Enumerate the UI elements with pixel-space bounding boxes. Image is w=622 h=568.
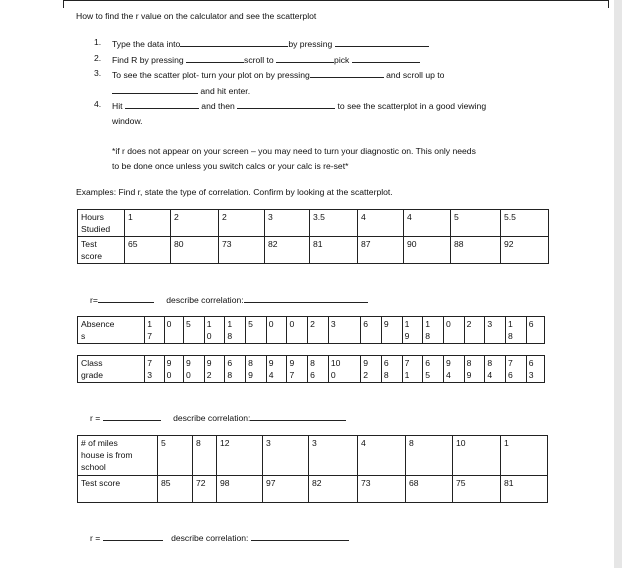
table-cell: 3: [263, 436, 309, 476]
table-cell: 1 0: [204, 317, 225, 344]
table-cell: 8 6: [308, 356, 329, 383]
table-cell: 1: [501, 436, 548, 476]
step-4-blank-1[interactable]: [125, 99, 199, 109]
table-cell: 10: [453, 436, 501, 476]
table-cell: 1: [125, 210, 171, 237]
step-4-continued: window.: [112, 116, 143, 126]
answer-1-line: [90, 293, 368, 305]
table-cell: 2: [308, 317, 329, 344]
step-1-part-a: Type the data into: [112, 39, 181, 49]
table-row: [78, 476, 548, 503]
table-cell: 8 4: [485, 356, 506, 383]
row-label-class-grade: Class grade: [78, 356, 145, 383]
table-cell: 0: [443, 317, 464, 344]
row-label-test-score: Test score: [78, 476, 158, 503]
table-cell: 4: [358, 210, 404, 237]
step-2-part-a: Find R by pressing: [112, 55, 184, 65]
r-label: r =: [90, 533, 101, 543]
diagnostic-note-line-1: *if r does not appear on your screen – you may need to turn your diagnostic on. This only needs: [112, 146, 476, 156]
table-cell: 65: [125, 237, 171, 264]
table-cell: 9 0: [164, 356, 183, 383]
table-cell: 87: [358, 237, 404, 264]
step-3-text: [112, 68, 444, 80]
page-top-rule: [63, 0, 609, 1]
table-cell: 82: [309, 476, 358, 503]
viewer-right-edge: [614, 0, 622, 568]
table-cell: 81: [310, 237, 358, 264]
table-cell: 85: [158, 476, 193, 503]
describe-correlation-label: describe correlation:: [166, 295, 244, 305]
table-cell: 9 0: [184, 356, 205, 383]
step-1-part-b: by pressing: [288, 39, 333, 49]
table-cell: 8 9: [464, 356, 485, 383]
row-label-test-score: Test score: [78, 237, 125, 264]
r-label: r =: [90, 413, 101, 423]
r-label: r=: [90, 295, 98, 305]
table-cell: 1 8: [506, 317, 527, 344]
table-cell: 75: [453, 476, 501, 503]
page-top-rule-right: [608, 0, 609, 8]
row-label-miles-from-school: # of miles house is from school: [78, 436, 158, 476]
table-cell: 1 8: [225, 317, 246, 344]
table-cell: 5: [246, 317, 267, 344]
answer-2-line: [90, 411, 346, 423]
table-cell: 3.5: [310, 210, 358, 237]
row-label-hours-studied: Hours Studied: [78, 210, 125, 237]
step-3-part-c: and hit enter.: [200, 86, 251, 96]
examples-instructions: Examples: Find r, state the type of correlation. Confirm by looking at the scatterplot.: [76, 187, 393, 197]
step-4-part-a: Hit: [112, 101, 123, 111]
table-row: [78, 317, 545, 344]
row-label-absences: Absence s: [78, 317, 145, 344]
step-4-part-c: to see the scatterplot in a good viewing: [337, 101, 487, 111]
table-cell: 10 0: [328, 356, 360, 383]
table-cell: 5.5: [501, 210, 549, 237]
table-cell: 2: [171, 210, 219, 237]
step-2-text: [112, 53, 420, 65]
step-4-number: 4.: [94, 99, 102, 109]
table-cell: 2: [219, 210, 265, 237]
step-2-part-b: scroll to: [244, 55, 274, 65]
table-cell: 73: [219, 237, 265, 264]
table-cell: 0: [164, 317, 183, 344]
table-cell: 9: [381, 317, 402, 344]
correlation-blank[interactable]: [250, 411, 346, 421]
correlation-blank[interactable]: [244, 293, 368, 303]
page-heading: How to find the r value on the calculator and see the scatterplot: [76, 11, 317, 21]
table-cell: 9 7: [287, 356, 308, 383]
table-cell: 72: [193, 476, 217, 503]
table-cell: 1 9: [402, 317, 423, 344]
table-cell: 9 4: [266, 356, 287, 383]
step-3-part-a: To see the scatter plot- turn your plot on by pressing: [112, 70, 310, 80]
absences-table: [77, 316, 545, 383]
table-cell: 5: [451, 210, 501, 237]
table-cell: 6 8: [381, 356, 402, 383]
step-1-text: [112, 37, 429, 49]
table-spacer-row: [78, 344, 545, 356]
r-value-blank[interactable]: [103, 411, 161, 421]
miles-from-school-table: [77, 435, 548, 503]
table-cell: 9 4: [443, 356, 464, 383]
step-2-blank-1[interactable]: [186, 53, 244, 63]
table-cell: 3: [265, 210, 310, 237]
table-cell: 6 3: [526, 356, 544, 383]
step-2-blank-2[interactable]: [276, 53, 334, 63]
table-cell: 3: [309, 436, 358, 476]
correlation-blank[interactable]: [251, 531, 349, 541]
describe-correlation-label: describe correlation:: [173, 413, 251, 423]
r-value-blank[interactable]: [98, 293, 154, 303]
table-cell: 6: [526, 317, 544, 344]
page-top-rule-left: [63, 0, 64, 8]
step-3-continued: [112, 84, 250, 96]
table-row: [78, 356, 545, 383]
table-cell: 88: [451, 237, 501, 264]
hours-studied-table: [77, 209, 549, 264]
describe-correlation-label: describe correlation:: [171, 533, 249, 543]
table-cell: 81: [501, 476, 548, 503]
table-gap: [78, 344, 545, 356]
step-3-blank-2[interactable]: [112, 84, 198, 94]
step-3-part-b: and scroll up to: [386, 70, 445, 80]
table-cell: 98: [217, 476, 263, 503]
table-cell: 9 2: [204, 356, 225, 383]
table-cell: 73: [358, 476, 406, 503]
step-2-part-c: pick: [334, 55, 350, 65]
table-cell: 7 3: [145, 356, 164, 383]
table-cell: 7 6: [506, 356, 527, 383]
table-cell: 90: [404, 237, 451, 264]
table-cell: 8: [193, 436, 217, 476]
table-cell: 5: [184, 317, 205, 344]
table-cell: 3: [328, 317, 360, 344]
table-cell: 97: [263, 476, 309, 503]
table-cell: 92: [501, 237, 549, 264]
step-2-blank-3[interactable]: [352, 53, 420, 63]
r-value-blank[interactable]: [103, 531, 163, 541]
table-row: [78, 210, 549, 237]
table-cell: 3: [485, 317, 506, 344]
table-row: [78, 436, 548, 476]
diagnostic-note-line-2: to be done once unless you switch calcs or your calc is re-set*: [112, 161, 349, 171]
table-cell: 1 8: [423, 317, 444, 344]
table-cell: 82: [265, 237, 310, 264]
table-cell: 2: [464, 317, 485, 344]
step-2-number: 2.: [94, 53, 102, 63]
table-cell: 6: [361, 317, 382, 344]
table-cell: 8: [406, 436, 453, 476]
step-3-blank-1[interactable]: [310, 68, 384, 78]
table-cell: 80: [171, 237, 219, 264]
step-4-blank-2[interactable]: [237, 99, 335, 109]
step-4-text: [112, 99, 486, 111]
table-cell: 7 1: [402, 356, 423, 383]
table-cell: 0: [287, 317, 308, 344]
table-cell: 1 7: [145, 317, 164, 344]
step-1-blank-1[interactable]: [180, 37, 288, 47]
step-1-blank-2[interactable]: [335, 37, 429, 47]
table-cell: 6 5: [423, 356, 444, 383]
step-3-number: 3.: [94, 68, 102, 78]
table-cell: 5: [158, 436, 193, 476]
table-cell: 4: [358, 436, 406, 476]
step-4-part-b: and then: [201, 101, 235, 111]
table-cell: 8 9: [246, 356, 267, 383]
table-row: [78, 237, 549, 264]
table-cell: 4: [404, 210, 451, 237]
table-cell: 6 8: [225, 356, 246, 383]
answer-3-line: [90, 531, 349, 543]
table-cell: 12: [217, 436, 263, 476]
table-cell: 9 2: [361, 356, 382, 383]
table-cell: 0: [266, 317, 287, 344]
step-1-number: 1.: [94, 37, 102, 47]
table-cell: 68: [406, 476, 453, 503]
